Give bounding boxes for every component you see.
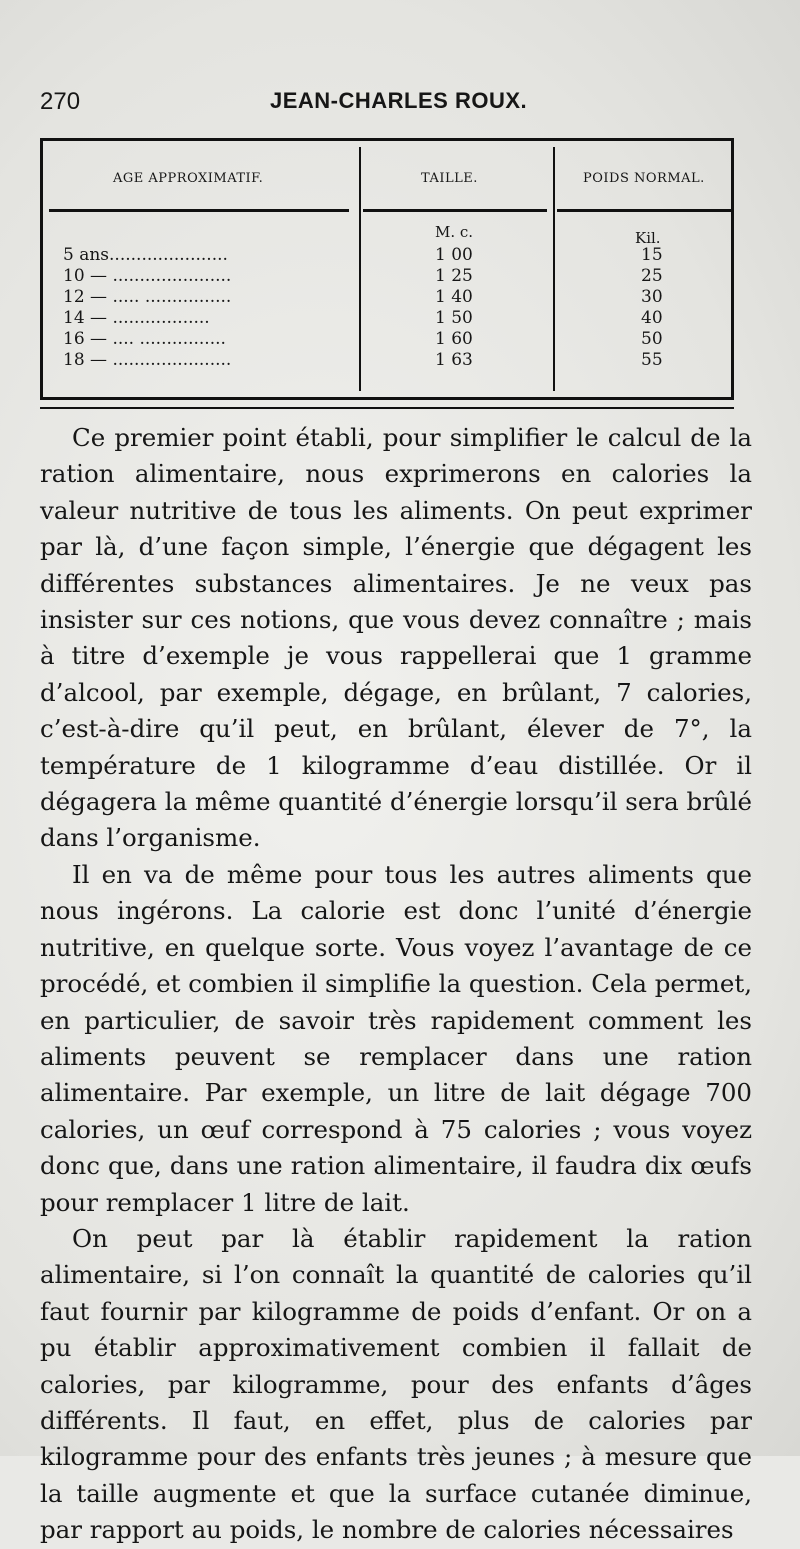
table-body: [63, 245, 733, 371]
height-weight-table: [40, 138, 734, 400]
table-row: [63, 245, 733, 266]
age-cell: 5 ans......................: [63, 245, 228, 265]
page-header: [40, 84, 760, 124]
header-rule: [363, 209, 547, 212]
age-cell: 12 — ..... ................: [63, 287, 232, 307]
taille-unit: M. c.: [435, 223, 474, 241]
table-row: [63, 329, 733, 350]
age-cell: 10 — ......................: [63, 266, 232, 286]
paragraph: On peut par là établir rapidement la ration alimentaire, si l’on connaît la quantité de calories qu’il faut fournir par kilogramme de poids d’enfant. Or on a pu établir approximativement combien il fallait de calories, par kilogramme, pour des enfants d’âges différents. Il faut, en effet, plus de calories par kilogramme pour des enfants très jeunes ; à mesure que la taille augmente et que la surface cutanée diminue, par rapport au poids, le nombre de calories nécessaires: [40, 1223, 752, 1545]
column-header-age: AGE APPROXIMATIF.: [113, 171, 264, 186]
taille-cell: 1 40: [435, 287, 473, 307]
taille-cell: 1 50: [435, 308, 473, 328]
running-title: JEAN-CHARLES ROUX.: [270, 88, 528, 113]
table-row: [63, 308, 733, 329]
paragraph: Ce premier point établi, pour simplifier le calcul de la ration alimentaire, nous exprimerons en calories la valeur nutritive de tous les aliments. On peut exprimer par là, d’une façon simple, l’énergie que dégagent les différentes substances alimentaires. Je ne veux pas insister sur ces notions, que vous devez connaître ; mais à titre d’exemple je vous rappellerai que 1 gramme d’alcool, par exemple, dégage, en brûlant, 7 calories, c’est-à-dire qu’il peut, en brûlant, élever de 7°, la température de 1 kilogramme d’eau distillée. Or il dégagera la même quantité d’énergie lorsqu’il sera brûlé dans l’organisme.: [40, 423, 752, 853]
table-row: [63, 266, 733, 287]
age-cell: 18 — ......................: [63, 350, 232, 370]
taille-cell: 1 63: [435, 350, 473, 370]
taille-cell: 1 60: [435, 329, 473, 349]
table-row: [63, 350, 733, 371]
taille-cell: 1 25: [435, 266, 473, 286]
column-header-poids: POIDS NORMAL.: [583, 171, 705, 186]
body-text: [40, 420, 752, 1549]
paragraph: Il en va de même pour tous les autres aliments que nous ingérons. La calorie est donc l’unité d’énergie nutritive, en quelque sorte. Vous voyez l’avantage de ce procédé, et combien il simplifie la question. Cela permet, en particulier, de savoir très rapidement comment les aliments peuvent se remplacer dans une ration alimentaire. Par exemple, un litre de lait dégage 700 calories, un œuf correspond à 75 calories ; vous voyez donc que, dans une ration alimentaire, il faudra dix œufs pour remplacer 1 litre de lait.: [40, 859, 752, 1217]
poids-cell: 30: [641, 287, 663, 307]
age-cell: 16 — .... ................: [63, 329, 226, 349]
column-header-taille: TAILLE.: [421, 171, 478, 186]
header-rule: [49, 209, 349, 212]
poids-cell: 15: [641, 245, 663, 265]
header-rule: [557, 209, 731, 212]
taille-cell: 1 00: [435, 245, 473, 265]
page-number: 270: [40, 88, 81, 115]
poids-unit: Kil.: [635, 229, 661, 247]
poids-cell: 25: [641, 266, 663, 286]
table-row: [63, 287, 733, 308]
age-cell: 14 — ..................: [63, 308, 210, 328]
poids-cell: 50: [641, 329, 663, 349]
poids-cell: 40: [641, 308, 663, 328]
poids-cell: 55: [641, 350, 663, 370]
